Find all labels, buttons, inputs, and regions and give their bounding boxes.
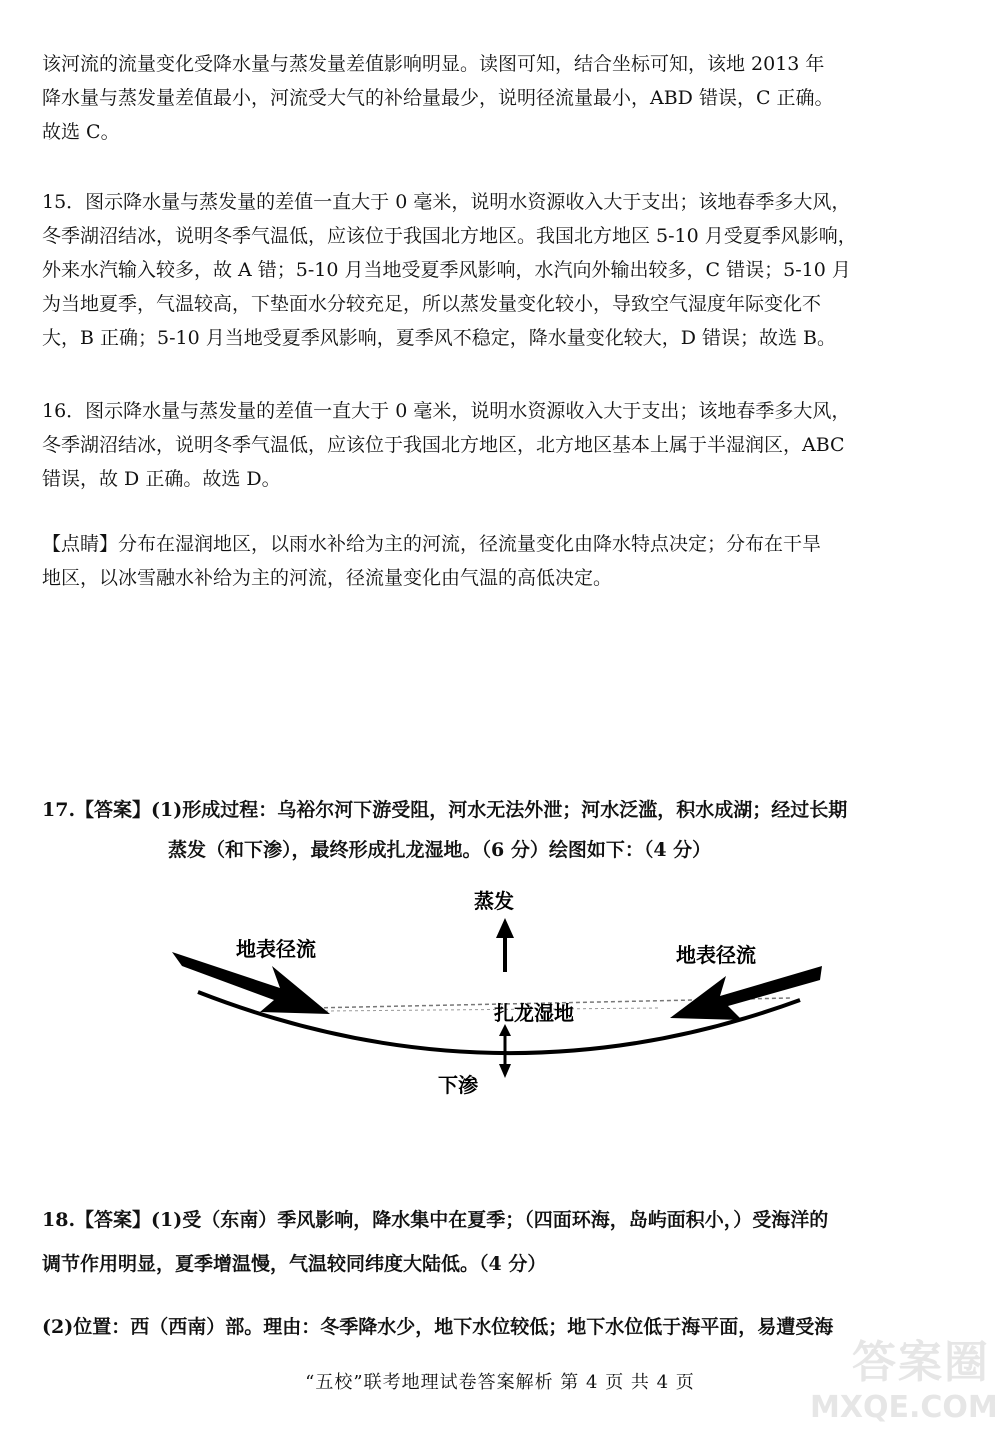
text-line: 该河流的流量变化受降水量与蒸发量差值影响明显。读图可知，结合坐标可知，该地 2013 年 <box>42 53 825 75</box>
label-runoff-right: 地表径流 <box>676 943 756 967</box>
text-line: 外来水汽输入较多，故 A 错；5-10 月当地受夏季风影响，水汽向外输出较多，C 错误；5-10 月 <box>42 259 851 281</box>
paragraph-q17-answer <box>42 790 958 870</box>
paragraph-q18-answer <box>42 1198 958 1286</box>
watermark-logo <box>810 1326 998 1436</box>
text-line: 16．图示降水量与蒸发量的差值一直大于 0 毫米，说明水资源收入大于支出；该地春季多大风， <box>42 400 851 422</box>
runoff-arrow-right <box>670 966 822 1020</box>
text-line: 15．图示降水量与蒸发量的差值一直大于 0 毫米，说明水资源收入大于支出；该地春季多大风， <box>42 191 851 213</box>
text-line: 地区，以冰雪融水补给为主的河流，径流量变化由气温的高低决定。 <box>42 567 613 589</box>
text-line: 冬季湖沼结冰，说明冬季气温低，应该位于我国北方地区，北方地区基本上属于半湿润区，ABC <box>42 434 845 456</box>
water-level-dashed <box>325 1008 660 1011</box>
label-wetland: 扎龙湿地 <box>494 1001 574 1025</box>
watermark-text-top: 答案圈 <box>852 1337 990 1388</box>
text-line: 【点睛】分布在湿润地区，以雨水补给为主的河流，径流量变化由降水特点决定；分布在干旱 <box>42 533 822 555</box>
text-line: 降水量与蒸发量差值最小，河流受大气的补给量最少，说明径流量最小，ABD 错误，C 正确。 <box>42 87 834 109</box>
text-line: 错误，故 D 正确。故选 D。 <box>42 468 281 490</box>
text-line: 18.【答案】(1)受（东南）季风影响，降水集中在夏季；（四面环海，岛屿面积小，）受海洋的 <box>42 1209 829 1231</box>
text-line: 17.【答案】(1)形成过程：乌裕尔河下游受阻，河水无法外泄；河水泛滥，积水成湖；经过长期 <box>42 799 848 821</box>
infiltration-arrowhead-down <box>499 1064 511 1078</box>
infiltration-arrowhead-up <box>499 1024 511 1036</box>
wetland-diagram <box>160 880 840 1100</box>
paragraph-note <box>42 527 958 595</box>
text-line: 冬季湖沼结冰，说明冬季气温低，应该位于我国北方地区。我国北方地区 5-10 月受夏季风影响， <box>42 225 857 247</box>
label-infiltration: 下渗 <box>438 1073 478 1097</box>
text-line: (2)位置：西（西南）部。理由：冬季降水少，地下水位较低；地下水位低于海平面，易遭受海 <box>42 1316 834 1338</box>
paragraph-q14-explanation <box>42 47 958 149</box>
page-footer: “五校”联考地理试卷答案解析 第 4 页 共 4 页 <box>305 1372 695 1393</box>
text-line: 大，B 正确；5-10 月当地受夏季风影响，夏季风不稳定，降水量变化较大，D 错误；故选 B。 <box>42 327 837 349</box>
text-line: 调节作用明显，夏季增温慢，气温较同纬度大陆低。（4 分） <box>42 1253 547 1275</box>
runoff-arrow-left <box>172 952 330 1014</box>
text-line: 为当地夏季，气温较高，下垫面水分较充足，所以蒸发量变化较小，导致空气湿度年际变化不 <box>42 293 822 315</box>
paragraph-q16-explanation <box>42 394 958 496</box>
text-line: 故选 C。 <box>42 121 120 143</box>
text-line: 蒸发（和下渗），最终形成扎龙湿地。（6 分）绘图如下：（4 分） <box>168 839 712 861</box>
label-evaporation: 蒸发 <box>474 889 514 913</box>
label-runoff-left: 地表径流 <box>236 937 316 961</box>
watermark-text-bottom: MXQE.COM <box>810 1390 998 1425</box>
paragraph-q15-explanation <box>42 185 958 355</box>
evaporation-arrowhead <box>496 918 514 938</box>
